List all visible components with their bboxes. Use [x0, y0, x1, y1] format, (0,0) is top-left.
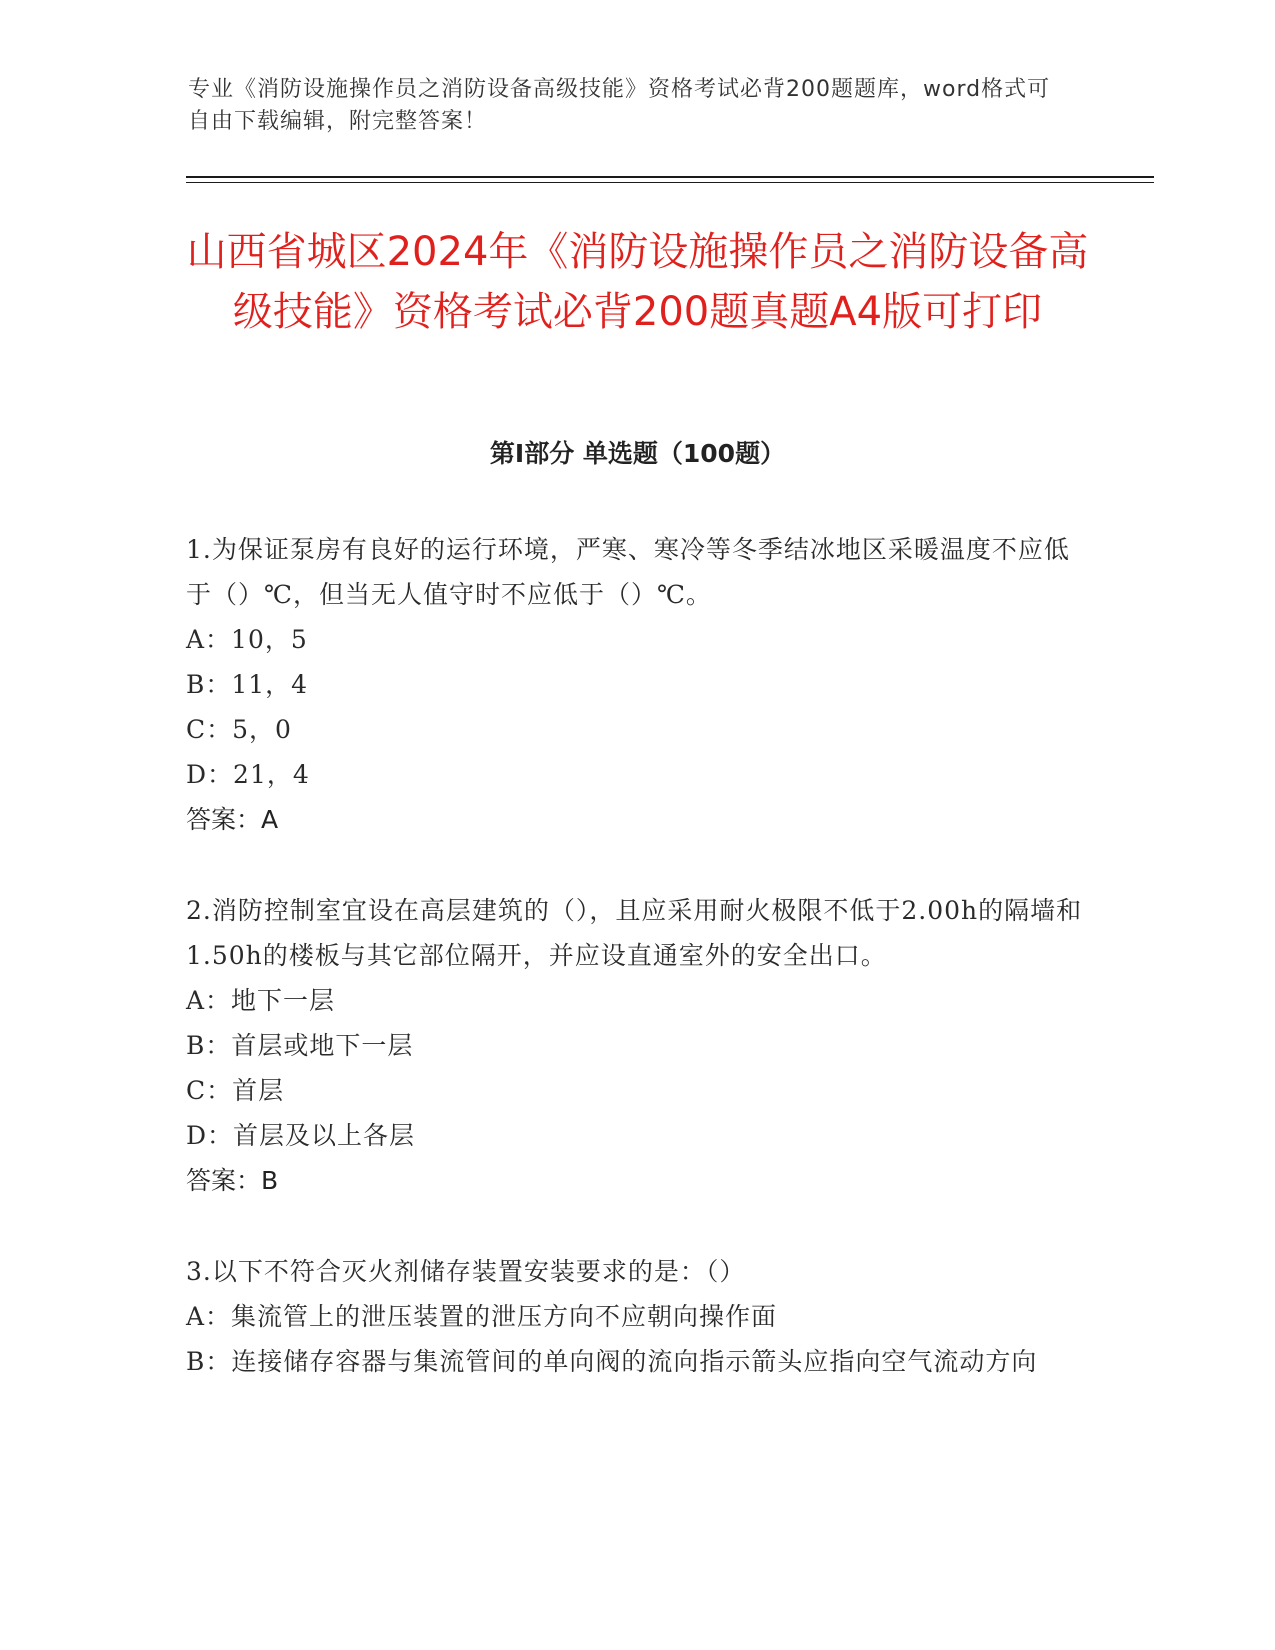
question-stem: 3.以下不符合灭火剂储存装置安装要求的是：（） [186, 1257, 746, 1286]
option-c: C：首层 [186, 1076, 285, 1105]
document-title: 山西省城区2024年《消防设施操作员之消防设备高级技能》资格考试必背200题真题A4版可打印 [186, 229, 1089, 335]
option-b: B：11，4 [186, 670, 309, 699]
option-d: D：首层及以上各层 [186, 1121, 416, 1150]
option-b: B：首层或地下一层 [186, 1031, 414, 1060]
option-a: A：集流管上的泄压装置的泄压方向不应朝向操作面 [186, 1302, 778, 1331]
question-list [186, 527, 1086, 1430]
answer-line [186, 797, 1086, 842]
option-b: B：连接储存容器与集流管间的单向阀的流向指示箭头应指向空气流动方向 [186, 1347, 1038, 1376]
answer-value: A [261, 805, 279, 834]
answer-line [186, 1158, 1086, 1203]
question-1 [186, 527, 1086, 842]
header-divider-thick [186, 176, 1154, 178]
question-3 [186, 1249, 1086, 1384]
option-d: D：21，4 [186, 760, 310, 789]
section-title: 第Ⅰ部分 单选题（100题） [489, 439, 786, 468]
option-a: A：地下一层 [186, 986, 336, 1015]
answer-label: 答案： [186, 1166, 262, 1195]
answer-value: B [261, 1166, 279, 1195]
answer-label: 答案： [186, 805, 262, 834]
question-2 [186, 888, 1086, 1203]
question-stem: 2.消防控制室宜设在高层建筑的（），且应采用耐火极限不低于2.00h的隔墙和1.50h的楼板与其它部位隔开，并应设直通室外的安全出口。 [186, 896, 1083, 970]
header-note: 专业《消防设施操作员之消防设备高级技能》资格考试必背200题题库，word格式可自由下载编辑，附完整答案！ [188, 77, 1051, 134]
header-divider-thin [186, 182, 1154, 183]
question-stem: 1.为保证泵房有良好的运行环境，严寒、寒冷等冬季结冰地区采暖温度不应低于（）℃，但当无人值守时不应低于（）℃。 [186, 535, 1070, 609]
option-c: C：5，0 [186, 715, 292, 744]
option-a: A：10，5 [186, 625, 308, 654]
